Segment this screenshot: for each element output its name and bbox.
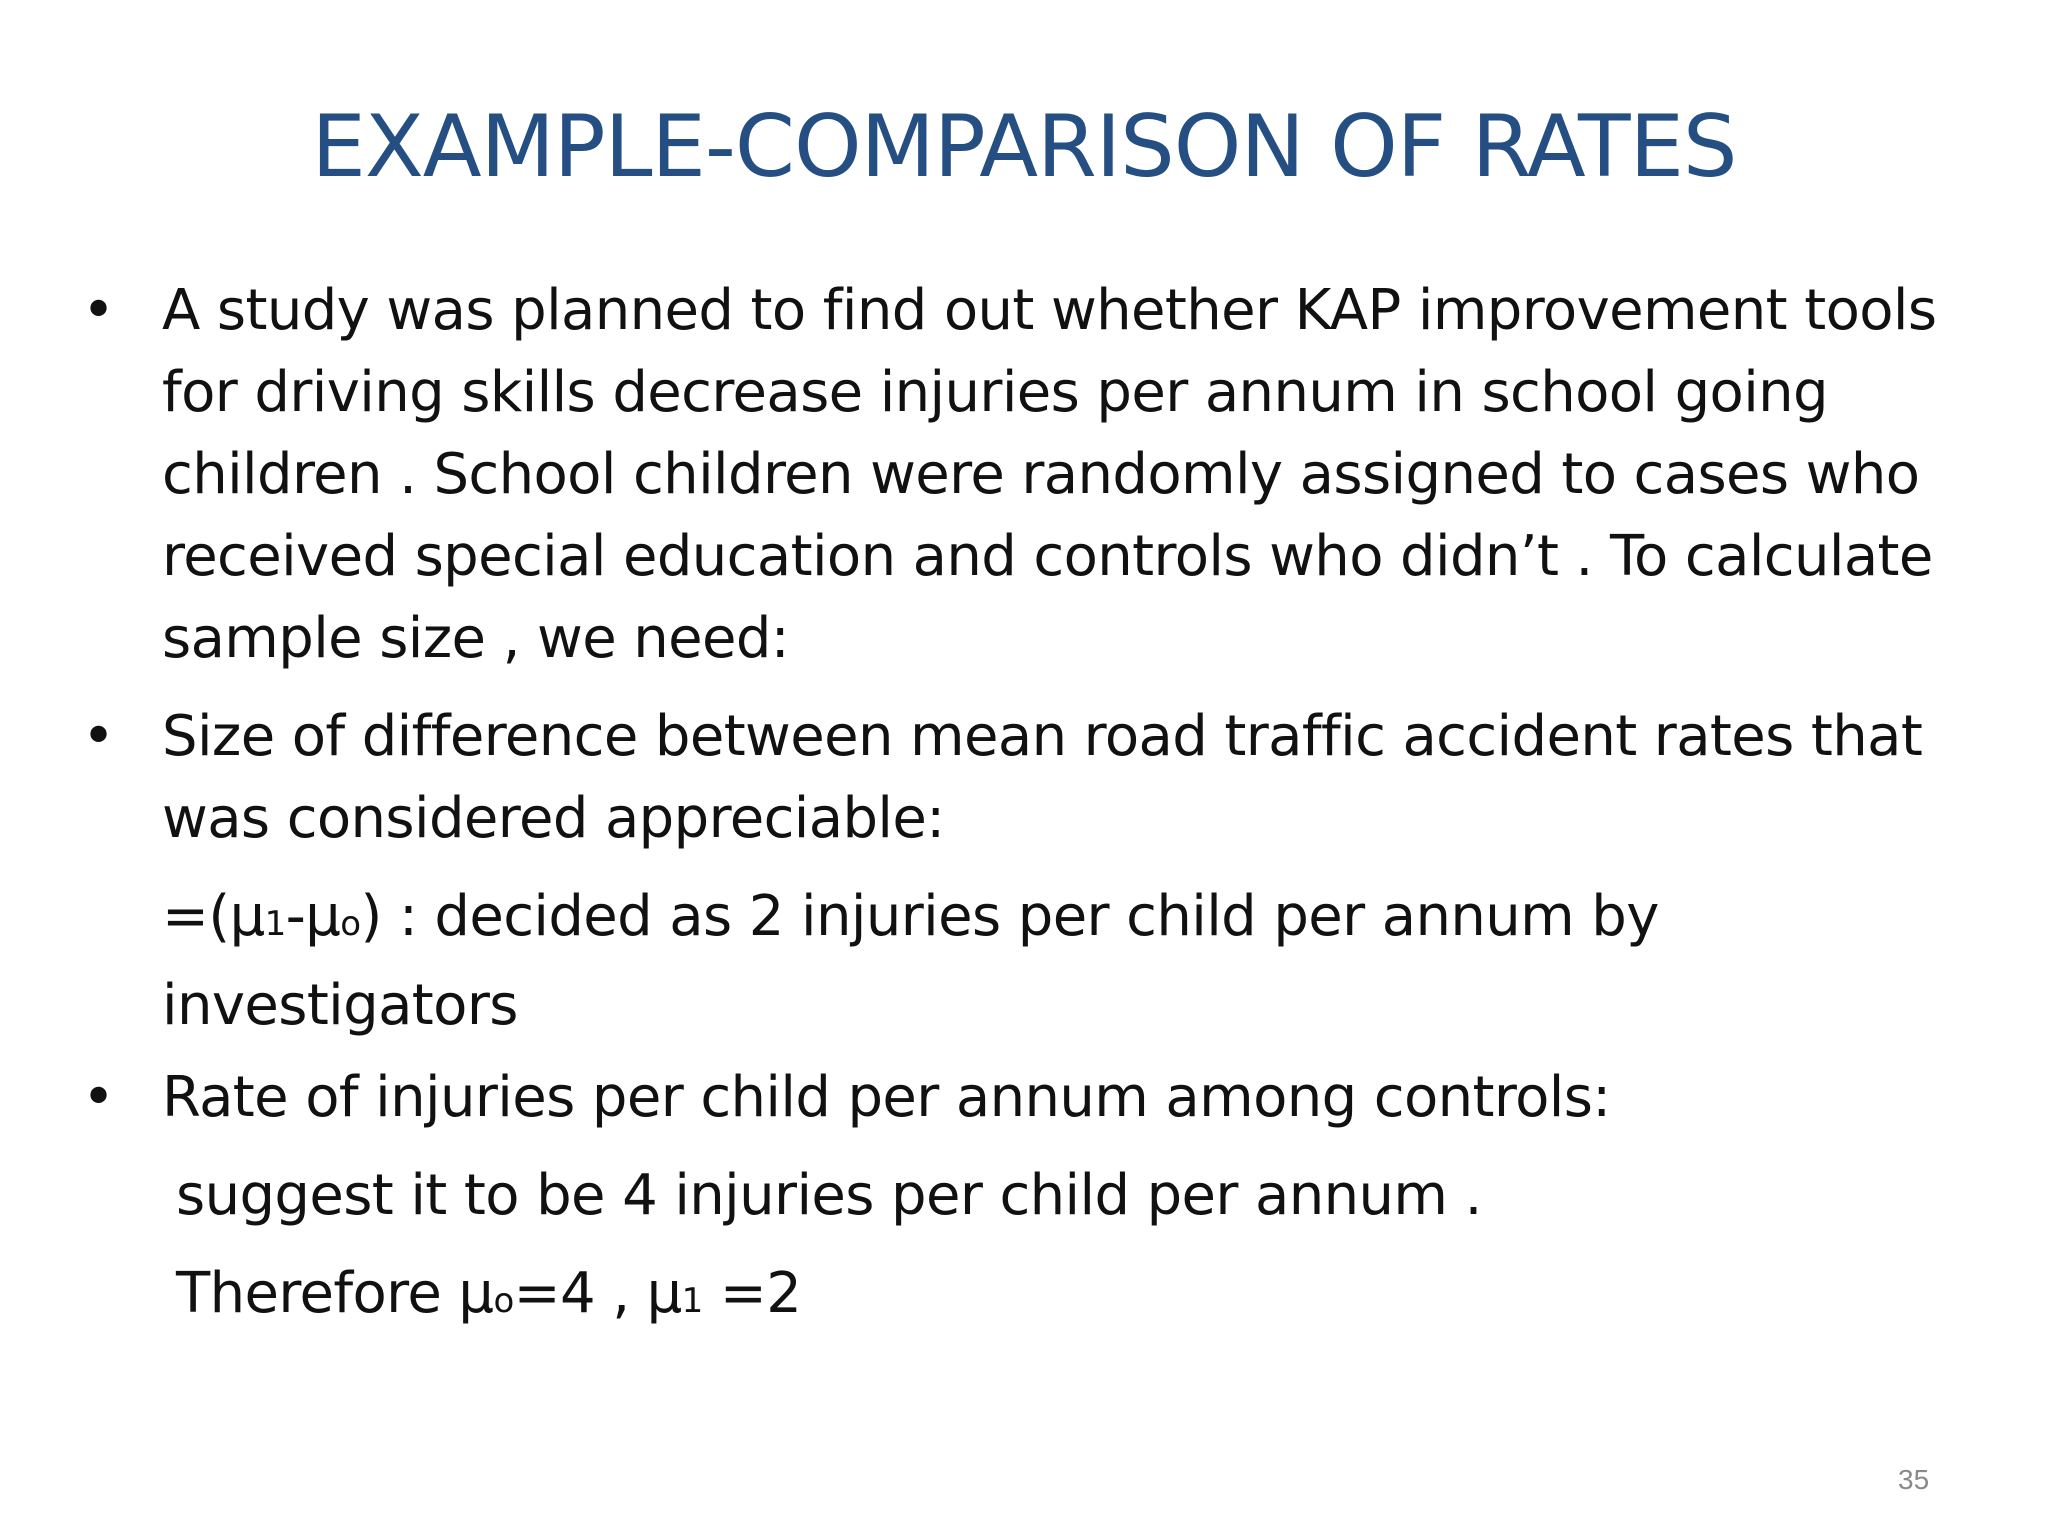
bullet-icon: • [82, 1065, 115, 1130]
difference-formula-line: =(μ1-μo) : decided as 2 injuries per child per annum by [162, 884, 1659, 949]
therefore-line: Therefore μo=4 , μ1 =2 [176, 1261, 802, 1326]
bullet-line: was considered appreciable: [162, 786, 945, 851]
slide-title: EXAMPLE-COMPARISON OF RATES [311, 97, 1737, 197]
bullet-line: Rate of injuries per child per annum among controls: [162, 1065, 1611, 1130]
bullet-line: sample size , we need: [162, 606, 790, 671]
bullet-item-control-rate [0, 1057, 1992, 1139]
slide-body [0, 270, 2048, 1342]
bullet-item-difference [0, 696, 1992, 860]
control-rate-suggestion [0, 1155, 2048, 1237]
difference-formula-line-2: investigators [162, 973, 518, 1038]
bullet-line: Size of difference between mean road traffic accident rates that [162, 704, 1923, 769]
bullet-line: children . School children were randomly assigned to cases who [162, 442, 1920, 507]
page-number: 35 [1898, 1464, 1930, 1495]
bullet-icon: • [82, 278, 115, 343]
bullet-line: A study was planned to find out whether KAP improvement tools [162, 278, 1937, 343]
therefore-statement [0, 1253, 2048, 1342]
difference-formula [0, 876, 2048, 1047]
control-rate-line: suggest it to be 4 injuries per child per annum . [176, 1163, 1482, 1228]
bullet-item-study [0, 270, 1992, 680]
bullet-line: received special education and controls who didn’t . To calculate [162, 524, 1933, 589]
bullet-line: for driving skills decrease injuries per annum in school going [162, 360, 1828, 425]
bullet-icon: • [82, 704, 115, 769]
